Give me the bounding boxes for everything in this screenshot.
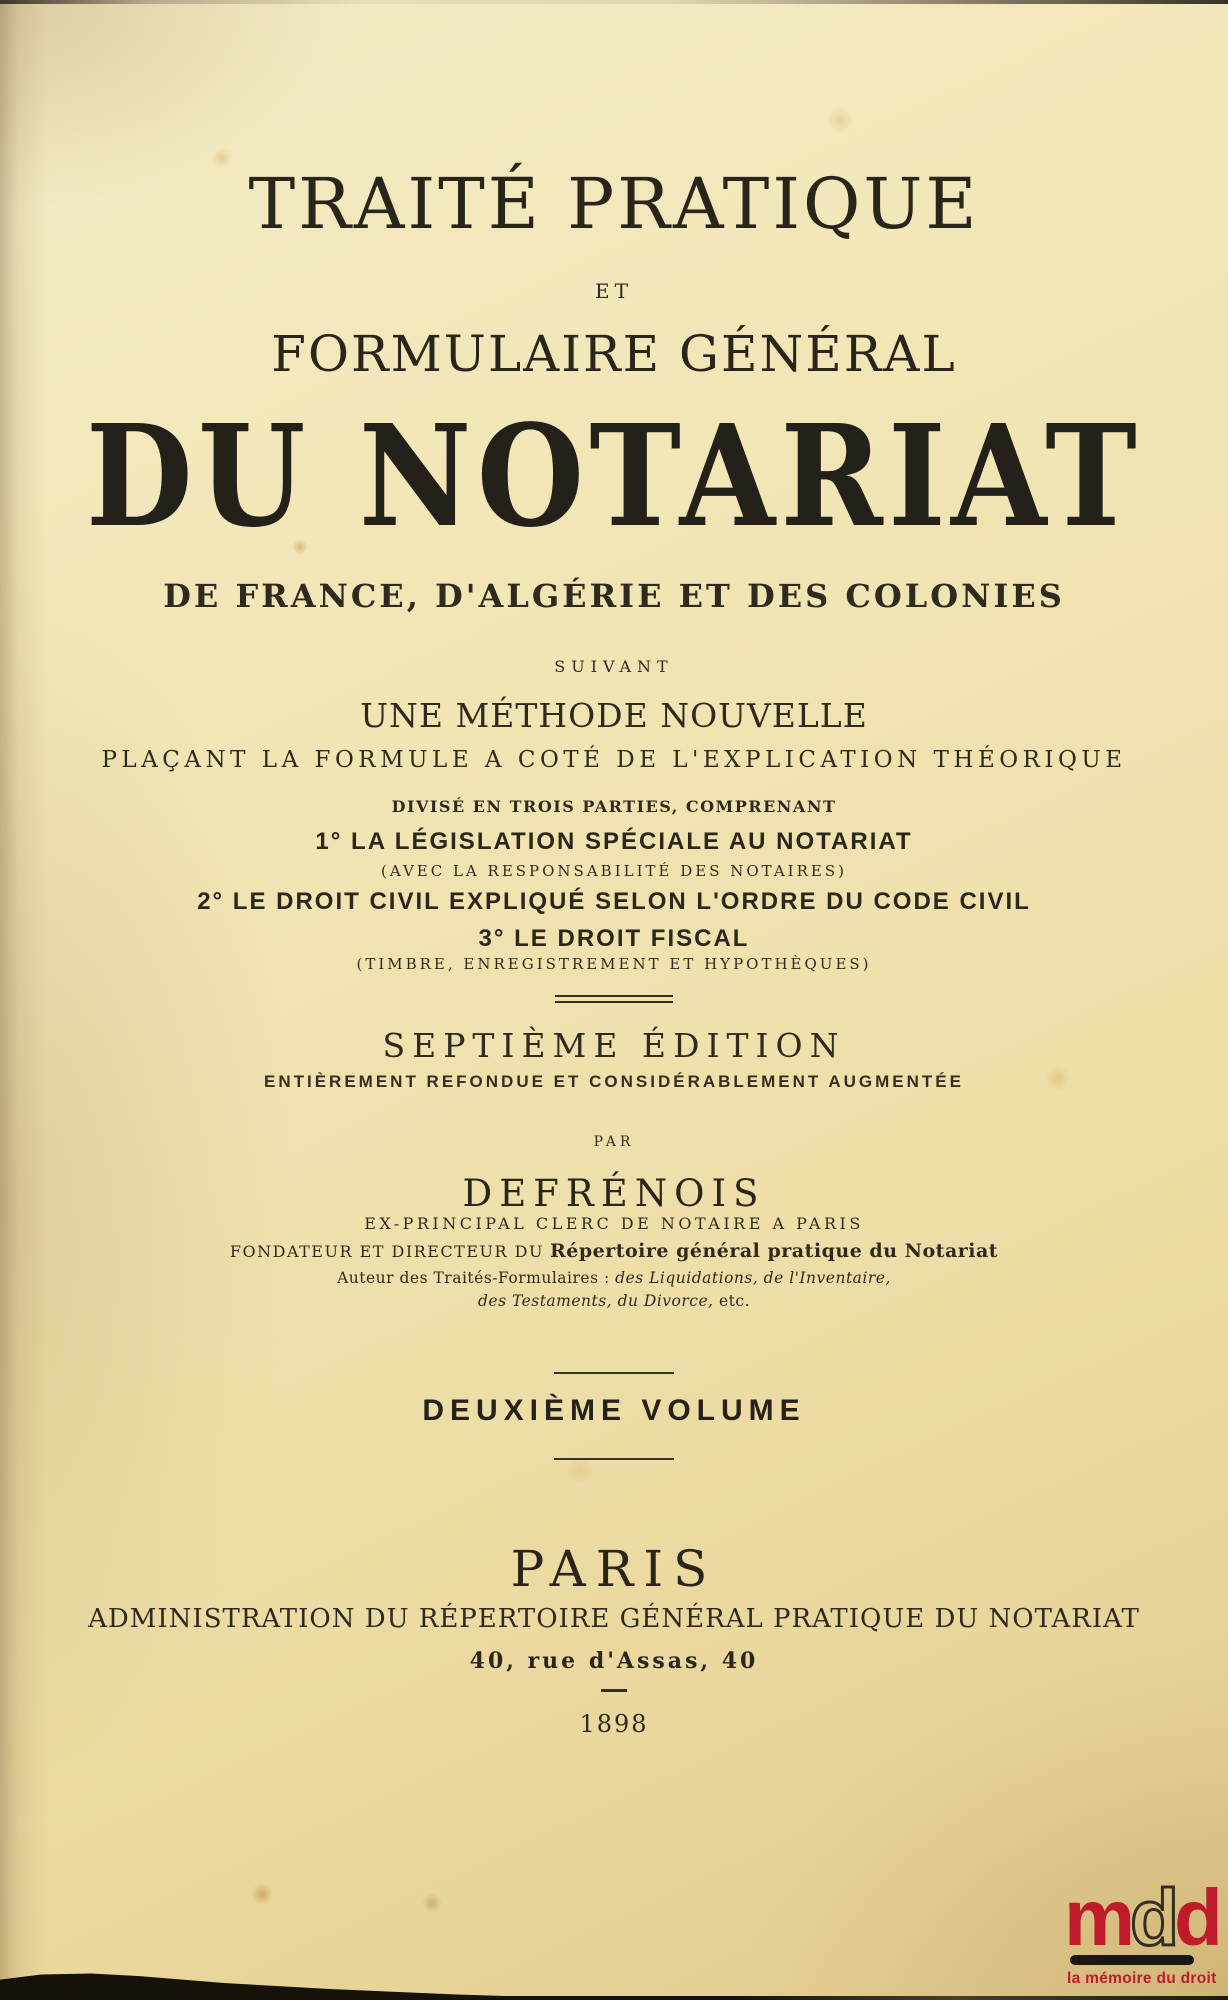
volume-label: DEUXIÈME VOLUME <box>422 1394 806 1427</box>
part-3-note: (TIMBRE, ENREGISTREMENT ET HYPOTHÈQUES) <box>356 955 872 973</box>
logo-tagline: la mémoire du droit <box>1067 1970 1217 1988</box>
part-1-note: (AVEC LA RESPONSABILITÉ DES NOTAIRES) <box>381 862 847 880</box>
regions-subtitle: DE FRANCE, D'ALGÉRIE ET DES COLONIES <box>163 577 1065 615</box>
imprint-city: PARIS <box>510 1540 718 1598</box>
author-founder-line <box>0 1240 1228 1262</box>
section-divider <box>555 995 673 1003</box>
imprint-address: 40, rue d'Assas, 40 <box>469 1648 759 1674</box>
mdd-logo-word <box>1064 1873 1222 1962</box>
author-founder-work-title: Répertoire général pratique du Notariat <box>549 1240 999 1262</box>
division-intro: DIVISÉ EN TROIS PARTIES, COMPRENANT <box>391 797 837 816</box>
part-1-label: 1° LA LÉGISLATION SPÉCIALE AU NOTARIAT <box>315 828 913 855</box>
par-label: PAR <box>593 1134 635 1150</box>
works-titles-2: des Testaments, du Divorce, <box>477 1292 714 1310</box>
volume-rule-top <box>554 1372 674 1374</box>
part-3-label: 3° LE DROIT FISCAL <box>478 925 750 952</box>
suivant-label: SUIVANT <box>554 657 674 676</box>
logo-letter-d-outline: d <box>1130 1873 1175 1962</box>
volume-rule-bottom <box>554 1458 674 1460</box>
mdd-logo <box>1060 1873 1222 1988</box>
subtitle: FORMULAIRE GÉNÉRAL <box>271 325 957 383</box>
page-bottom-line <box>0 1996 1228 2000</box>
imprint-dash <box>601 1689 627 1692</box>
page-bottom-edge <box>0 1966 830 2000</box>
author-founder-roman: FONDATEUR ET DIRECTEUR DU <box>229 1242 544 1261</box>
conjunction: ET <box>595 279 633 303</box>
edition-title: SEPTIÈME ÉDITION <box>382 1026 846 1065</box>
logo-letter-m: m <box>1064 1873 1131 1962</box>
page-top-edge <box>0 0 1228 4</box>
pretitle: TRAITÉ PRATIQUE <box>248 163 980 245</box>
edition-note: ENTIÈREMENT REFONDUE ET CONSIDÉRABLEMENT AUGMENTÉE <box>263 1072 964 1091</box>
works-etc: etc. <box>719 1292 751 1310</box>
logo-letter-d: d <box>1174 1873 1218 1962</box>
author-works-line-1 <box>0 1269 1228 1287</box>
method-title: UNE MÉTHODE NOUVELLE <box>360 696 868 735</box>
method-description: PLAÇANT LA FORMULE A COTÉ DE L'EXPLICATION THÉORIQUE <box>101 747 1127 773</box>
works-titles-1: des Liquidations, de l'Inventaire, <box>615 1269 891 1287</box>
imprint-publisher: ADMINISTRATION DU RÉPERTOIRE GÉNÉRAL PRATIQUE DU NOTARIAT <box>88 1604 1140 1634</box>
works-intro: Auteur des Traités-Formulaires : <box>337 1269 610 1287</box>
main-title: DU NOTARIAT <box>85 395 1143 559</box>
author-works-line-2 <box>0 1292 1228 1310</box>
author-title: EX-PRINCIPAL CLERC DE NOTAIRE A PARIS <box>364 1214 864 1233</box>
author-name: DEFRÉNOIS <box>462 1172 766 1215</box>
part-2-label: 2° LE DROIT CIVIL EXPLIQUÉ SELON L'ORDRE DU CODE CIVIL <box>197 888 1031 915</box>
imprint-year: 1898 <box>579 1710 649 1738</box>
